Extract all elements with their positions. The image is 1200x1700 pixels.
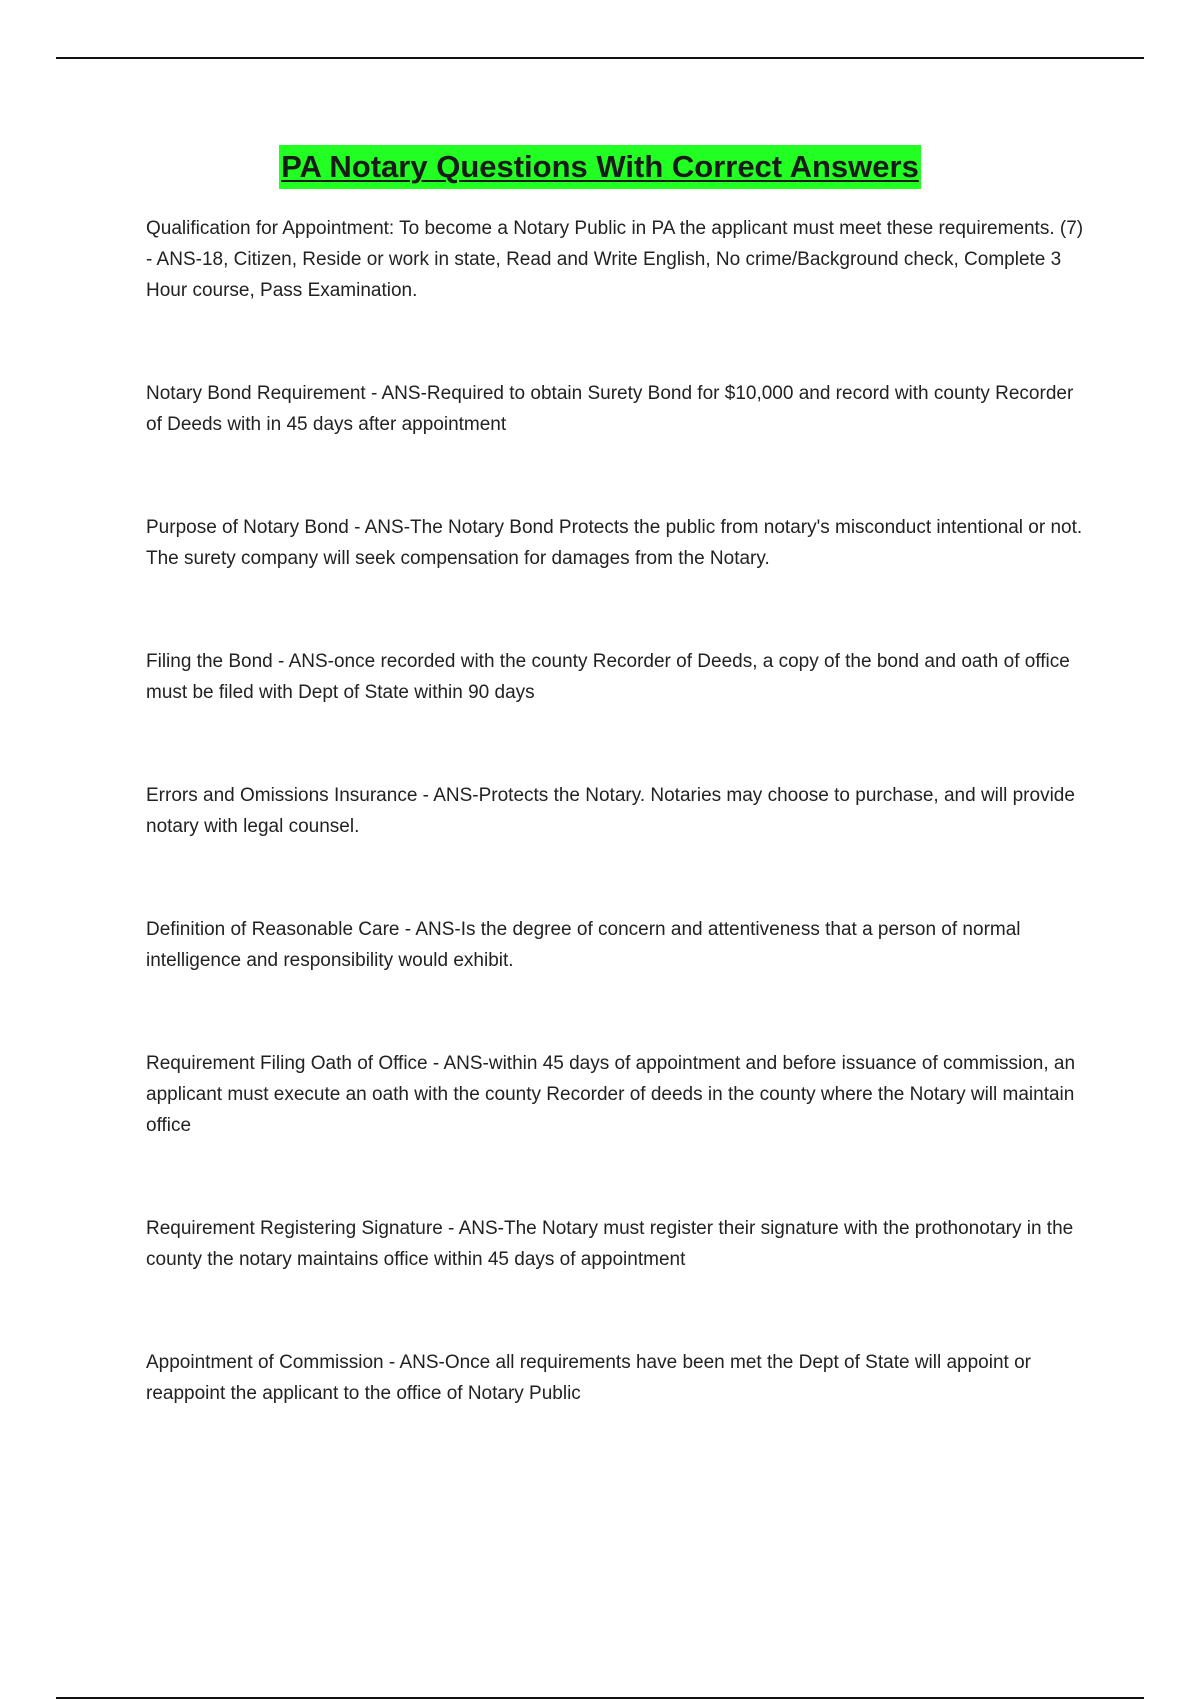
title-container [0, 145, 1200, 189]
top-divider [56, 57, 1144, 59]
qa-list [146, 213, 1086, 1409]
qa-entry-bond-requirement: Notary Bond Requirement - ANS-Required to obtain Surety Bond for $10,000 and record with county Recorder of Deeds with in 45 days after appointment [146, 383, 1074, 435]
qa-entry-bond-purpose: Purpose of Notary Bond - ANS-The Notary Bond Protects the public from notary's misconduct intentional or not. The surety company will seek compensation for damages from the Notary. [146, 517, 1083, 569]
qa-entry-oath-of-office: Requirement Filing Oath of Office - ANS-within 45 days of appointment and before issuance of commission, an applicant must execute an oath with the county Recorder of deeds in the county where the Notary will maintain office [146, 1053, 1076, 1136]
bottom-divider [56, 1697, 1144, 1699]
qa-entry-registering-signature: Requirement Registering Signature - ANS-The Notary must register their signature with the prothonotary in the county the notary maintains office within 45 days of appointment [146, 1218, 1074, 1270]
qa-entry-errors-omissions: Errors and Omissions Insurance - ANS-Protects the Notary. Notaries may choose to purchase, and will provide notary with legal counsel. [146, 785, 1075, 837]
page-title: PA Notary Questions With Correct Answers [279, 145, 921, 189]
qa-entry-appointment-commission: Appointment of Commission - ANS-Once all requirements have been met the Dept of State will appoint or reappoint the applicant to the office of Notary Public [146, 1352, 1031, 1404]
qa-entry-filing-bond: Filing the Bond - ANS-once recorded with the county Recorder of Deeds, a copy of the bond and oath of office must be filed with Dept of State within 90 days [146, 651, 1070, 703]
qa-entry-reasonable-care: Definition of Reasonable Care - ANS-Is the degree of concern and attentiveness that a person of normal intelligence and responsibility would exhibit. [146, 919, 1021, 971]
qa-entry-qualification: Qualification for Appointment: To become a Notary Public in PA the applicant must meet these requirements. (7) - ANS-18, Citizen, Reside or work in state, Read and Write English, No crime/Background check, Complete 3 Hour course, Pass Examination. [146, 218, 1084, 301]
